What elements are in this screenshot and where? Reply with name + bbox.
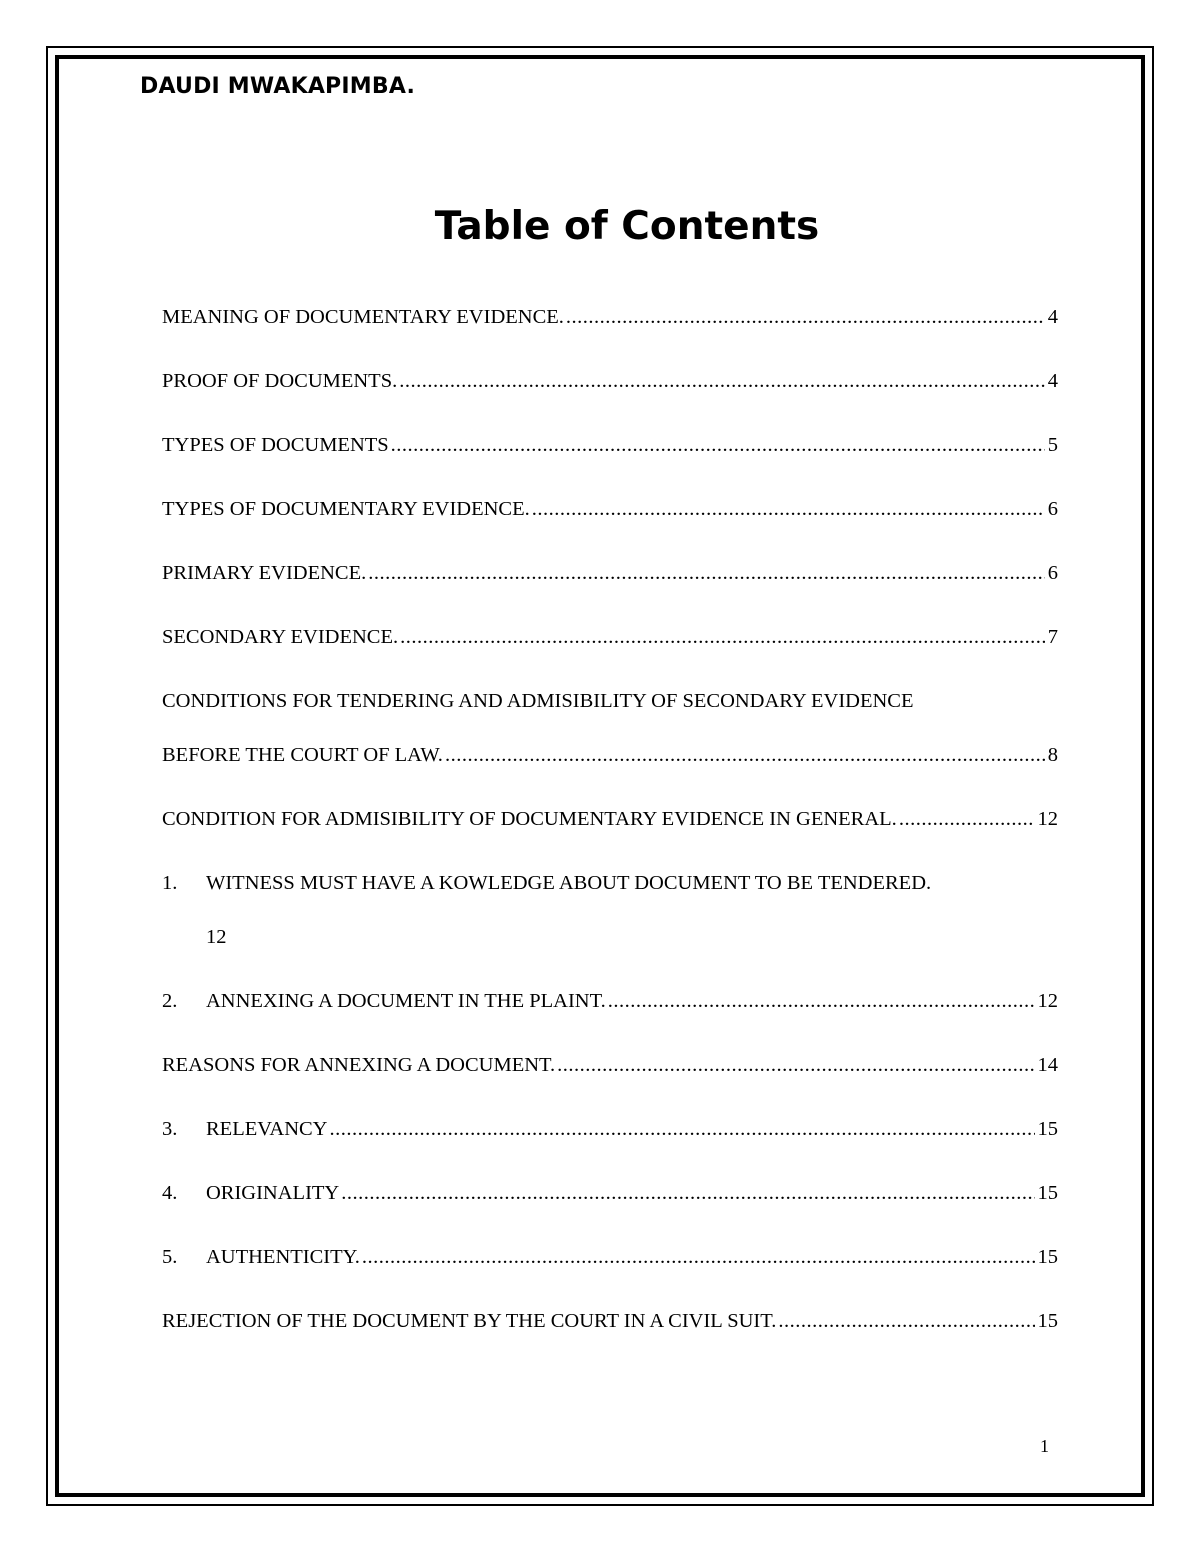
toc-entry-text: RELEVANCY [206,1118,328,1140]
toc-leader-dots [368,562,1045,585]
toc-leader-dots [566,306,1045,329]
toc-entry-page: 15 [1037,1310,1058,1332]
toc-entry-page: 4 [1047,370,1058,392]
toc-entry-text: TYPES OF DOCUMENTARY EVIDENCE. [162,498,530,520]
toc-entry-number: 1. [162,872,178,894]
toc-entry[interactable] [162,1182,1058,1212]
toc-entry-text: WITNESS MUST HAVE A KOWLEDGE ABOUT DOCUMENT TO BE TENDERED. [206,872,932,894]
toc-entry[interactable] [162,562,1058,592]
toc-entry-multiline[interactable] [162,872,1058,948]
toc-entry-page: 7 [1047,626,1058,648]
toc-entry-page: 14 [1037,1054,1058,1076]
toc-entry[interactable] [162,1118,1058,1148]
toc-entry[interactable] [162,1054,1058,1084]
toc-entry[interactable] [162,1310,1058,1340]
toc-entry[interactable] [162,498,1058,528]
toc-entry-text: PROOF OF DOCUMENTS. [162,370,398,392]
page-number: 1 [1040,1436,1049,1456]
toc-leader-dots [400,626,1045,649]
toc-entry-multiline[interactable] [162,690,1058,766]
toc-entry-text-line1: CONDITIONS FOR TENDERING AND ADMISIBILITY OF SECONDARY EVIDENCE [162,690,914,712]
toc-leader-dots [557,1054,1034,1077]
toc-entry-text: AUTHENTICITY. [206,1246,360,1268]
author-name: DAUDI MWAKAPIMBA. [140,74,416,99]
toc-leader-dots [778,1310,1034,1333]
toc-entry-text: SECONDARY EVIDENCE. [162,626,399,648]
toc-entry-text: REASONS FOR ANNEXING A DOCUMENT. [162,1054,556,1076]
toc-entry-text-line2: BEFORE THE COURT OF LAW. [162,744,443,766]
toc-entry-text: PRIMARY EVIDENCE. [162,562,367,584]
toc-leader-dots [391,434,1045,457]
toc-entry-page: 6 [1047,498,1058,520]
toc-leader-dots [445,744,1045,767]
toc-title: Table of Contents [434,204,820,249]
toc-entry-page: 15 [1037,1182,1058,1204]
toc-entry-text: MEANING OF DOCUMENTARY EVIDENCE. [162,306,564,328]
toc-entry-text: CONDITION FOR ADMISIBILITY OF DOCUMENTARY EVIDENCE IN GENERAL. [162,808,897,830]
toc-entry-page: 8 [1047,744,1058,766]
toc-entry[interactable] [162,370,1058,400]
toc-entry[interactable] [162,808,1058,838]
toc-leader-dots [608,990,1035,1013]
toc-entry[interactable] [162,626,1058,656]
toc-leader-dots [899,808,1035,831]
toc-entry-page: 15 [1037,1118,1058,1140]
page-border-inner [55,55,1145,1497]
toc-leader-dots [330,1118,1035,1141]
toc-leader-dots [399,370,1045,393]
toc-entry-page: 15 [1037,1246,1058,1268]
toc-entry[interactable] [162,434,1058,464]
toc-leader-dots [532,498,1045,521]
toc-leader-dots [362,1246,1035,1269]
toc-entry[interactable] [162,990,1058,1020]
toc-entry-page: 6 [1047,562,1058,584]
toc-entry-line2 [162,744,1058,774]
toc-entry-number: 4. [162,1182,178,1204]
toc-entry-number: 3. [162,1118,178,1140]
toc-entry-number: 2. [162,990,178,1012]
toc-entry-text: REJECTION OF THE DOCUMENT BY THE COURT IN A CIVIL SUIT. [162,1310,777,1332]
toc-entry-page: 12 [1037,808,1058,830]
toc-entry-text: ORIGINALITY [206,1182,340,1204]
toc-entry-text: TYPES OF DOCUMENTS [162,434,389,456]
toc-entry-number: 5. [162,1246,178,1268]
toc-entry-page: 12 [1037,990,1058,1012]
toc-entry[interactable] [162,306,1058,336]
toc-entry[interactable] [162,1246,1058,1276]
toc-entry-page: 12 [206,926,227,948]
toc-leader-dots [341,1182,1034,1205]
toc-entry-page: 4 [1047,306,1058,328]
toc-entry-page: 5 [1047,434,1058,456]
toc-entry-text: ANNEXING A DOCUMENT IN THE PLAINT. [206,990,606,1012]
